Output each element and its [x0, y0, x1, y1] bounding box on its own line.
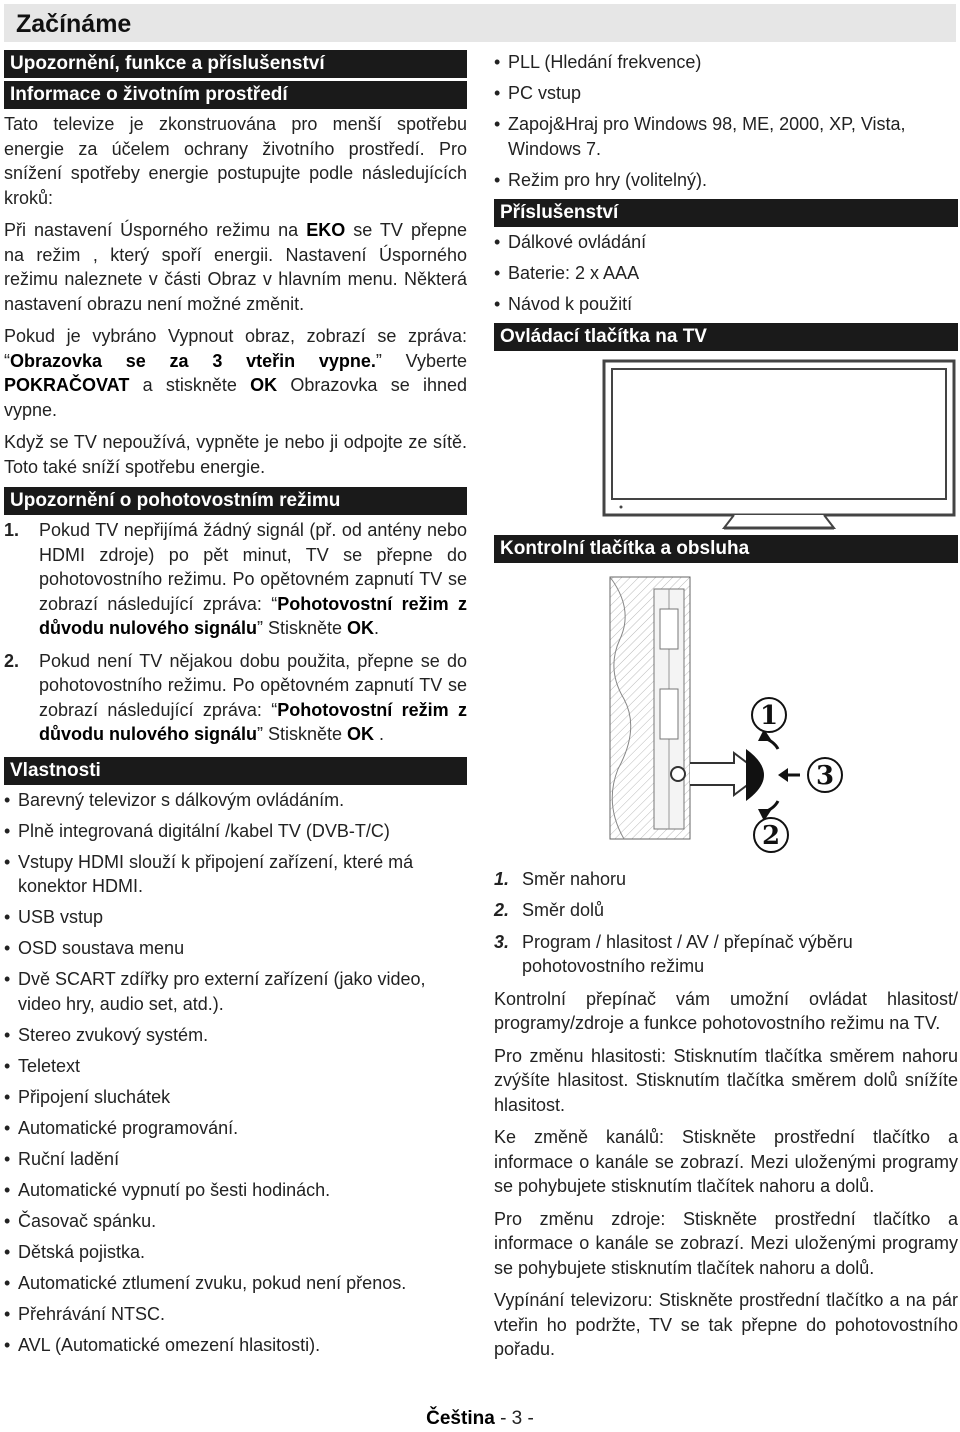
- feature-item: • Stereo zvukový systém.: [4, 1023, 467, 1048]
- feature-item: • Režim pro hry (volitelný).: [494, 168, 958, 193]
- feature-item: • Automatické programování.: [4, 1116, 467, 1141]
- accessories-list: [494, 230, 958, 317]
- features-list-continued: [494, 50, 958, 192]
- page-title: Začínáme: [16, 10, 132, 38]
- standby-item: 2. Pokud není TV nějakou dobu použita, přepne se do pohotovostního režimu. Po opětovném zapnutí TV se zobrazí následující zpráva: “Pohotovostní režim z důvodu nulového signálu” Stiskněte OK .: [4, 650, 467, 744]
- env-paragraph-3: Pokud je vybráno Vypnout obraz, zobrazí se zpráva: “Obrazovka se za 3 vteřin vypne.” Vyberte POKRAČOVAT a stiskněte OK Obrazovka se ihned vypne.: [4, 326, 468, 420]
- section-header-tv-buttons: Ovládací tlačítka na TV: [494, 323, 958, 351]
- feature-item: • Automatické ztlumení zvuku, pokud není přenos.: [4, 1271, 467, 1296]
- feature-item: • PLL (Hledání frekvence): [494, 50, 958, 75]
- feature-item: • Vstupy HDMI slouží k připojení zařízení, které má konektor HDMI.: [4, 850, 467, 899]
- control-list: [494, 867, 958, 979]
- control-paragraph: Ke změně kanálů: Stiskněte prostřední tlačítko a informace o kanále se zobrazí. Mezi uloženými programy se pohybujete stisknutím tlačítek nahoru a dolů.: [494, 1127, 958, 1196]
- section-header-environment: Informace o životním prostředí: [4, 81, 467, 109]
- tv-side-panel-icon: [494, 569, 958, 859]
- section-header-control-buttons: Kontrolní tlačítka a obsluha: [494, 535, 958, 563]
- page-title-bar: [4, 4, 956, 42]
- control-paragraph: Vypínání televizoru: Stiskněte prostřední tlačítko a na pár vteřin ho podržte, TV se tak přepne do pohotovostního pořadu.: [494, 1290, 958, 1359]
- feature-item: • Dvě SCART zdířky pro externí zařízení (jako video, video hry, audio set, atd.).: [4, 967, 467, 1016]
- feature-item: • USB vstup: [4, 905, 467, 930]
- tv-front-icon: [494, 357, 958, 535]
- control-paragraph: Pro změnu zdroje: Stiskněte prostřední tlačítko a informace o kanále se zobrazí. Mezi uloženými programy se pohybujete stisknutím tlačítek nahoru a dolů.: [494, 1208, 958, 1278]
- feature-item: • Ruční ladění: [4, 1147, 467, 1172]
- env-paragraph-2: Při nastavení Úsporného režimu na EKO se TV přepne na režim , který spoří energii. Nastavení Úsporného režimu naleznete v části Obraz v hlavním menu. Některá nastavení obrazu není možné změnit.: [4, 220, 467, 314]
- accessory-item: • Návod k použití: [494, 292, 958, 317]
- standby-item: 1. Pokud TV nepřijímá žádný signál (př. od antény nebo HDMI zdroje) po pět minut, TV se přepne do pohotovostního režimu. Po opětovném zapnutí TV se zobrazí následující zpráva: “Pohotovostní režim z důvodu nulového signálu” Stiskněte OK.: [4, 520, 467, 638]
- standby-list: [4, 518, 467, 747]
- features-list: [4, 788, 467, 1358]
- feature-item: • Přehrávání NTSC.: [4, 1302, 467, 1327]
- section-header-features: Vlastnosti: [4, 757, 467, 785]
- callout-2: 2: [761, 820, 781, 851]
- feature-item: • Časovač spánku.: [4, 1209, 467, 1234]
- feature-item: • Barevný televizor s dálkovým ovládáním.: [4, 788, 467, 813]
- control-paragraph: Pro změnu hlasitosti: Stisknutím tlačítka směrem nahoru zvýšíte hlasitost. Stisknutím tlačítka směrem dolů snížíte hlasitost.: [494, 1045, 958, 1115]
- feature-item: • AVL (Automatické omezení hlasitosti).: [4, 1333, 467, 1358]
- control-paragraph: Kontrolní přepínač vám umožní ovládat hlasitost/ programy/zdroje a funkce pohotovostního režimu na TV.: [494, 988, 958, 1033]
- section-header-accessories: Příslušenství: [494, 199, 958, 227]
- footer-language: Čeština: [426, 1408, 495, 1429]
- section-header-warnings: Upozornění, funkce a příslušenství: [4, 50, 467, 78]
- feature-item: • Teletext: [4, 1054, 467, 1079]
- control-item: 2. Směr dolů: [494, 900, 605, 920]
- control-buttons-illustration: [494, 569, 958, 859]
- accessory-item: • Baterie: 2 x AAA: [494, 261, 958, 286]
- section-header-standby: Upozornění o pohotovostním režimu: [4, 487, 467, 515]
- page-footer: [0, 1408, 960, 1430]
- feature-item: • PC vstup: [494, 81, 958, 106]
- feature-item: • Automatické vypnutí po šesti hodinách.: [4, 1178, 467, 1203]
- feature-item: • Připojení sluchátek: [4, 1085, 467, 1110]
- accessory-item: • Dálkové ovládání: [494, 230, 958, 255]
- feature-item: • OSD soustava menu: [4, 936, 467, 961]
- callout-1: 1: [759, 700, 779, 731]
- tv-illustration: [494, 357, 958, 535]
- feature-item: • Plně integrovaná digitální /kabel TV (DVB-T/C): [4, 819, 467, 844]
- footer-page-number: - 3 -: [500, 1408, 534, 1429]
- env-paragraph-4: Když se TV nepoužívá, vypněte je nebo ji odpojte ze sítě. Toto také sníží spotřebu energie.: [4, 432, 467, 477]
- callout-3: 3: [815, 760, 835, 791]
- feature-item: • Dětská pojistka.: [4, 1240, 467, 1265]
- control-item: 3. Program / hlasitost / AV / přepínač výběru pohotovostního režimu: [494, 931, 853, 976]
- control-item: 1. Směr nahoru: [494, 868, 627, 889]
- feature-item: • Zapoj&Hraj pro Windows 98, ME, 2000, XP, Vista, Windows 7.: [494, 112, 958, 161]
- left-column: [4, 50, 467, 1364]
- right-column: [494, 50, 958, 1370]
- env-paragraph-1: Tato televize je zkonstruována pro menší spotřebu energie za účelem ochrany životního prostředí. Pro snížení spotřeby energie postupujte podle následujících kroků:: [4, 114, 467, 208]
